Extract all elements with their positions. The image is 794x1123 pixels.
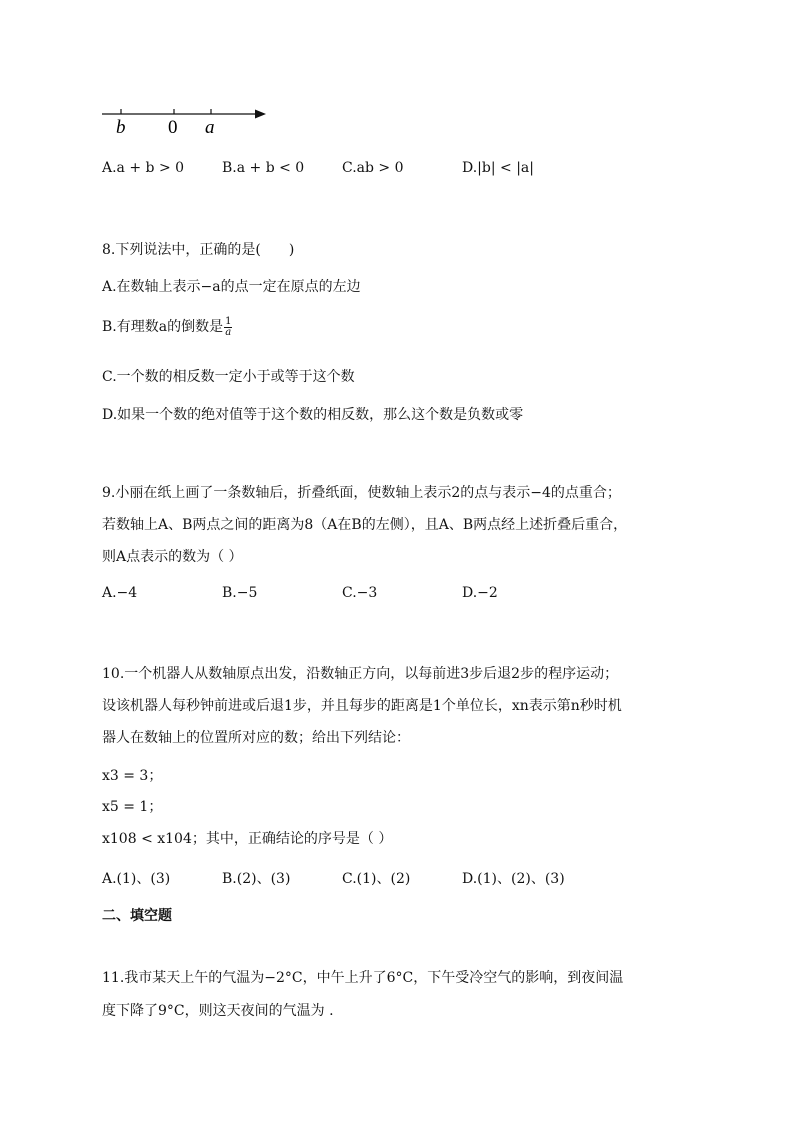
q10-option-c[interactable]: C.(1)、(2) <box>342 871 411 887</box>
q7-option-c[interactable]: C.ab > 0 <box>342 160 404 176</box>
q8-option-b-text: B.有理数a的倒数是 <box>102 319 224 335</box>
q10-option-d[interactable]: D.(1)、(2)、(3) <box>462 871 565 887</box>
q9-options <box>102 585 702 605</box>
q9-option-d[interactable]: D.−2 <box>462 585 498 601</box>
q8-option-b[interactable] <box>102 316 232 338</box>
q8-option-a[interactable]: A.在数轴上表示−a的点一定在原点的左边 <box>102 279 361 295</box>
q9-line-1: 9.小丽在纸上画了一条数轴后，折叠纸面，使数轴上表示2的点与表示−4的点重合； <box>102 485 621 501</box>
label-zero: 0 <box>168 117 178 138</box>
q7-option-b[interactable]: B.a + b < 0 <box>222 160 305 176</box>
label-a: a <box>205 117 215 138</box>
number-line-arrow <box>255 110 266 119</box>
q7-option-a[interactable]: A.a + b > 0 <box>102 160 185 176</box>
q8-option-c[interactable]: C.一个数的相反数一定小于或等于这个数 <box>102 369 355 385</box>
q7-options <box>102 160 702 180</box>
q11-line-1: 11.我市某天上午的气温为−2°C，中午上升了6°C，下午受冷空气的影响，到夜间温 <box>102 970 624 986</box>
q7-option-d[interactable]: D.|b| < |a| <box>462 160 534 176</box>
q10-options <box>102 868 702 888</box>
q10-line-3: 器人在数轴上的位置所对应的数；给出下列结论： <box>102 730 410 746</box>
label-b: b <box>116 117 126 138</box>
q10-statement-2: x5 = 1； <box>102 799 163 815</box>
q9-option-b[interactable]: B.−5 <box>222 585 258 601</box>
q9-option-a[interactable]: A.−4 <box>102 585 138 601</box>
number-line <box>98 100 273 140</box>
q8-stem: 8.下列说法中，正确的是( ) <box>102 242 295 258</box>
q8-option-d[interactable]: D.如果一个数的绝对值等于这个数的相反数，那么这个数是负数或零 <box>102 407 524 423</box>
q8-option-b-fraction <box>224 317 232 338</box>
q9-option-c[interactable]: C.−3 <box>342 585 378 601</box>
q8-fraction-numerator: 1 <box>225 315 232 327</box>
section-title-fill-in: 二、填空题 <box>102 908 172 924</box>
q9-line-2: 若数轴上A、B两点之间的距离为8（A在B的左侧），且A、B两点经上述折叠后重合， <box>102 517 628 533</box>
q10-option-a[interactable]: A.(1)、(3) <box>102 871 171 887</box>
q10-statement-3: x108 < x104；其中，正确结论的序号是（ ） <box>102 831 393 847</box>
q10-line-1: 10.一个机器人从数轴原点出发，沿数轴正方向，以每前进3步后退2步的程序运动； <box>102 666 619 682</box>
q9-line-3: 则A点表示的数为（ ） <box>102 549 243 565</box>
q10-option-b[interactable]: B.(2)、(3) <box>222 871 291 887</box>
q10-statement-1: x3 = 3； <box>102 768 163 784</box>
q8-fraction-denominator: a <box>225 326 232 338</box>
q11-line-2: 度下降了9°C，则这天夜间的气温为 . <box>102 1003 334 1019</box>
q10-line-2: 设该机器人每秒钟前进或后退1步，并且每步的距离是1个单位长，xn表示第n秒时机 <box>102 698 622 714</box>
